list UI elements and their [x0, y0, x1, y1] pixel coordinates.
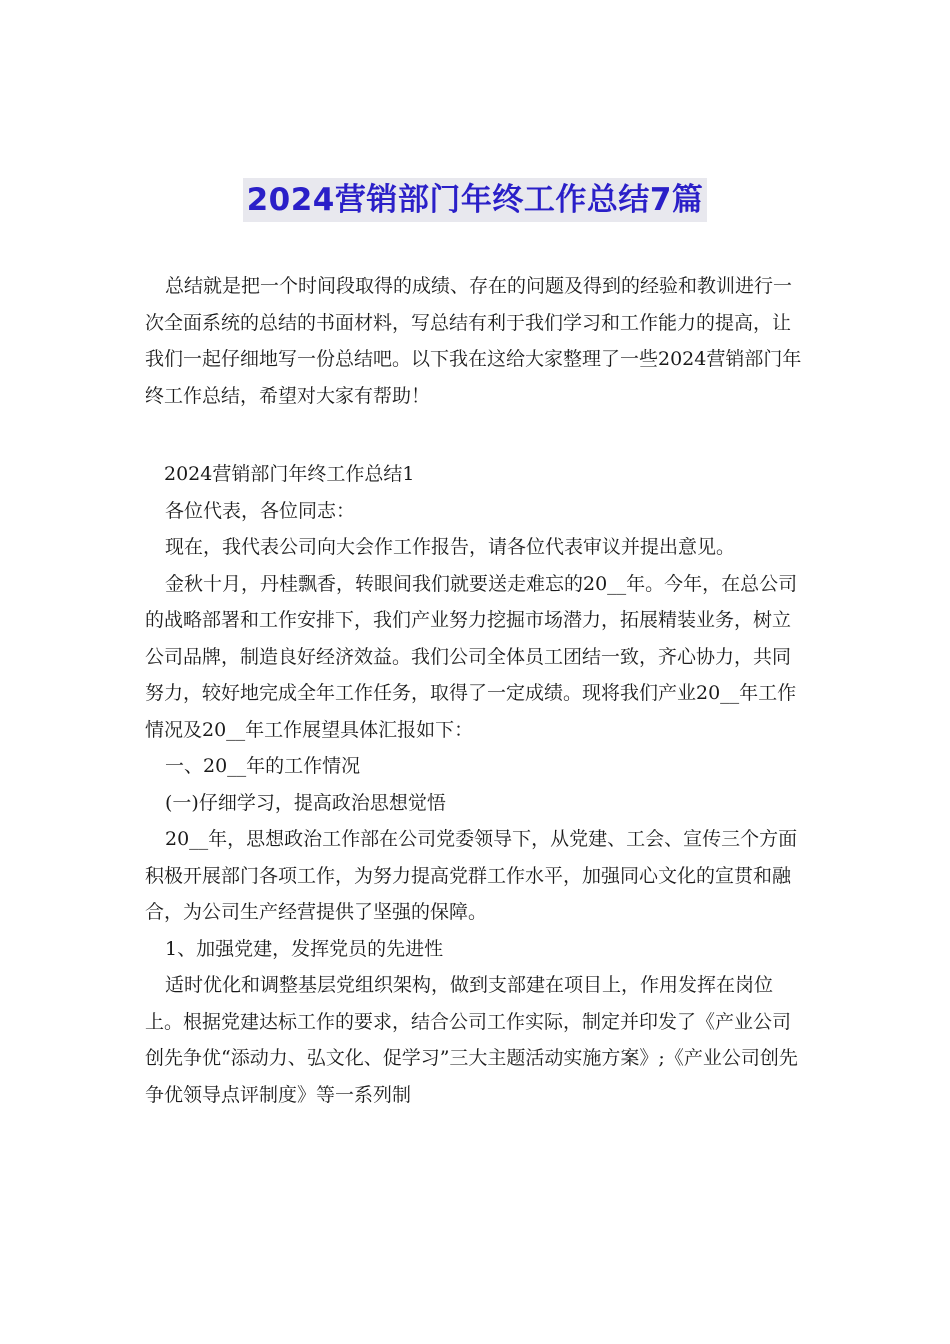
- salutation: 各位代表，各位同志：: [165, 499, 356, 522]
- document-body: [145, 268, 805, 1113]
- paragraph-gap: [145, 414, 805, 456]
- paragraph-autumn: 金秋十月，丹桂飘香，转眼间我们就要送走难忘的20__年。今年，在总公司的战略部署和工作安排下，我们产业努力挖掘市场潜力，拓展精装业务，树立公司品牌，制造良好经济效益。我们公司全体员工团结一致，齐心协力，共同努力，较好地完成全年工作任务，取得了一定成绩。现将我们产业20__年工作情况及20__年工作展望具体汇报如下：: [145, 572, 798, 741]
- title-container: [0, 178, 950, 222]
- section-heading: 2024营销部门年终工作总结1: [164, 463, 415, 485]
- heading-party-building: 1、加强党建，发挥党员的先进性: [165, 937, 444, 960]
- intro-paragraph: 总结就是把一个时间段取得的成绩、存在的问题及得到的经验和教训进行一次全面系统的总结的书面材料，写总结有利于我们学习和工作能力的提高，让我们一起仔细地写一份总结吧。以下我在这给大家整理了一些2024营销部门年终工作总结，希望对大家有帮助！: [145, 275, 802, 407]
- paragraph-report: 现在，我代表公司向大会作工作报告，请各位代表审议并提出意见。: [165, 536, 736, 558]
- heading-work-status: 一、20__年的工作情况: [165, 755, 361, 777]
- heading-study: (一)仔细学习，提高政治思想觉悟: [165, 791, 446, 814]
- paragraph-political-work: 20__年，思想政治工作部在公司党委领导下，从党建、工会、宣传三个方面积极开展部门各项工作，为努力提高党群工作水平，加强同心文化的宣贯和融合，为公司生产经营提供了坚强的保障。: [145, 828, 798, 923]
- paragraph-party-structure: 适时优化和调整基层党组织架构，做到支部建在项目上，作用发挥在岗位上。根据党建达标工作的要求，结合公司工作实际，制定并印发了《产业公司创先争优“添动力、弘文化、促学习”三大主题活动实施方案》;《产业公司创先争优领导点评制度》等一系列制: [145, 974, 798, 1106]
- document-title: 2024营销部门年终工作总结7篇: [243, 178, 708, 222]
